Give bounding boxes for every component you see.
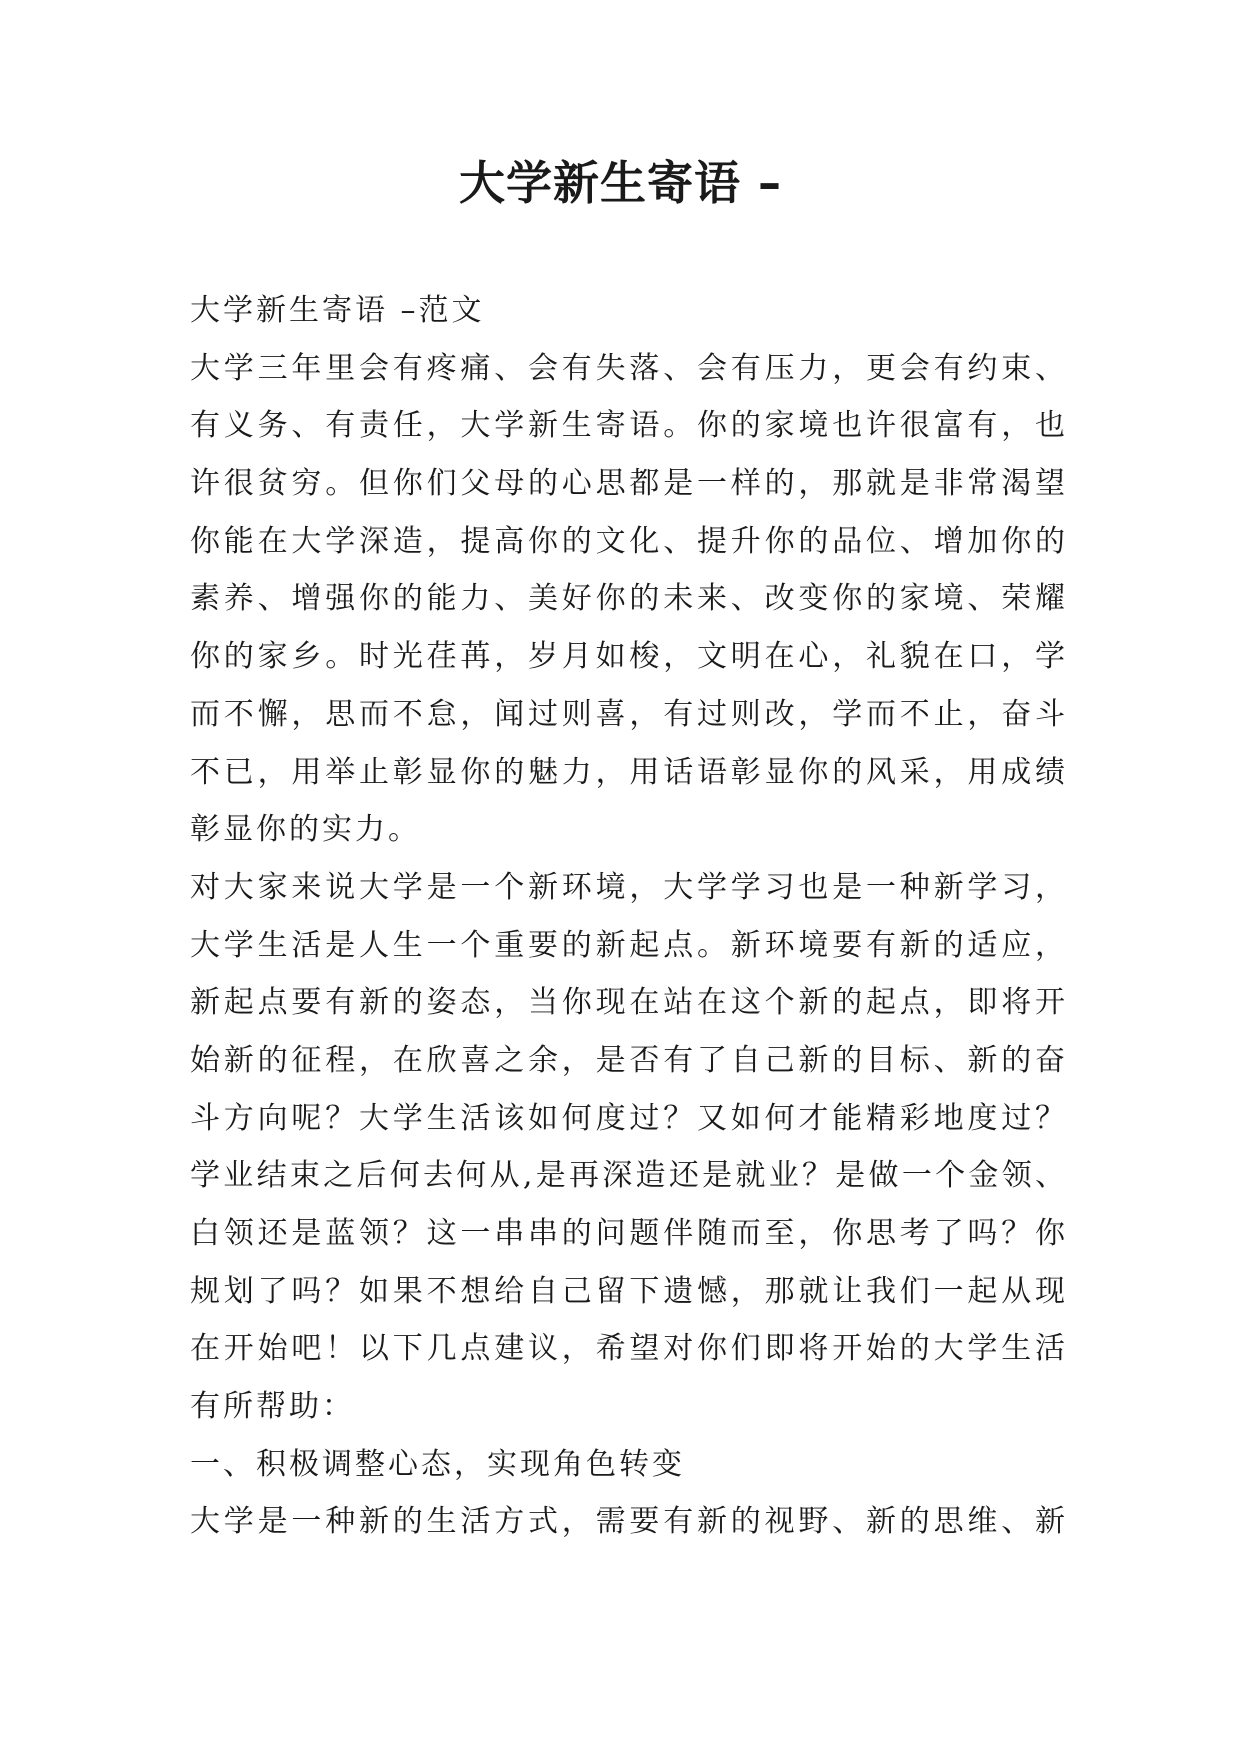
text-line: 你的家乡。时光荏苒，岁月如梭，文明在心，礼貌在口，学: [190, 639, 1065, 675]
text-line: 而不懈，思而不怠，闻过则喜，有过则改，学而不止，奋斗: [190, 696, 1065, 732]
text-line: 一、积极调整心态，实现角色转变: [190, 1446, 685, 1482]
text-line: 素养、增强你的能力、美好你的未来、改变你的家境、荣耀: [190, 581, 1065, 617]
text-line: 大学是一种新的生活方式，需要有新的视野、新的思维、新: [190, 1504, 1065, 1540]
text-line: 彰显你的实力。: [190, 812, 421, 848]
document-title: 大学新生寄语 –: [458, 156, 782, 210]
text-line: 有义务、有责任，大学新生寄语。你的家境也许很富有，也: [190, 408, 1065, 444]
text-line: 有所帮助：: [190, 1389, 355, 1425]
text-line: 在开始吧！以下几点建议，希望对你们即将开始的大学生活: [190, 1331, 1065, 1367]
text-line: 大学新生寄语 –范文: [190, 293, 485, 328]
text-line: 始新的征程，在欣喜之余，是否有了自己新的目标、新的奋: [190, 1042, 1065, 1078]
text-line: 你能在大学深造，提高你的文化、提升你的品位、增加你的: [190, 523, 1065, 559]
text-line: 白领还是蓝领？这一串串的问题伴随而至，你思考了吗？你: [190, 1216, 1065, 1251]
text-line: 许很贫穷。但你们父母的心思都是一样的，那就是非常渴望: [190, 466, 1065, 502]
text-line: 规划了吗？如果不想给自己留下遗憾，那就让我们一起从现: [190, 1273, 1065, 1309]
text-line: 斗方向呢？大学生活该如何度过？又如何才能精彩地度过？: [190, 1100, 1065, 1136]
text-line: 不已，用举止彰显你的魅力，用话语彰显你的风采，用成绩: [190, 754, 1065, 790]
document-body: [190, 282, 1065, 1551]
text-line: 对大家来说大学是一个新环境，大学学习也是一种新学习，: [190, 869, 1065, 905]
text-line: 大学三年里会有疼痛、会有失落、会有压力，更会有约束、: [190, 350, 1065, 386]
text-line: 新起点要有新的姿态，当你现在站在这个新的起点，即将开: [190, 985, 1065, 1021]
text-line: 学业结束之后何去何从,是再深造还是就业？是做一个金领、: [190, 1158, 1065, 1194]
text-line: 大学生活是人生一个重要的新起点。新环境要有新的适应，: [190, 927, 1065, 963]
